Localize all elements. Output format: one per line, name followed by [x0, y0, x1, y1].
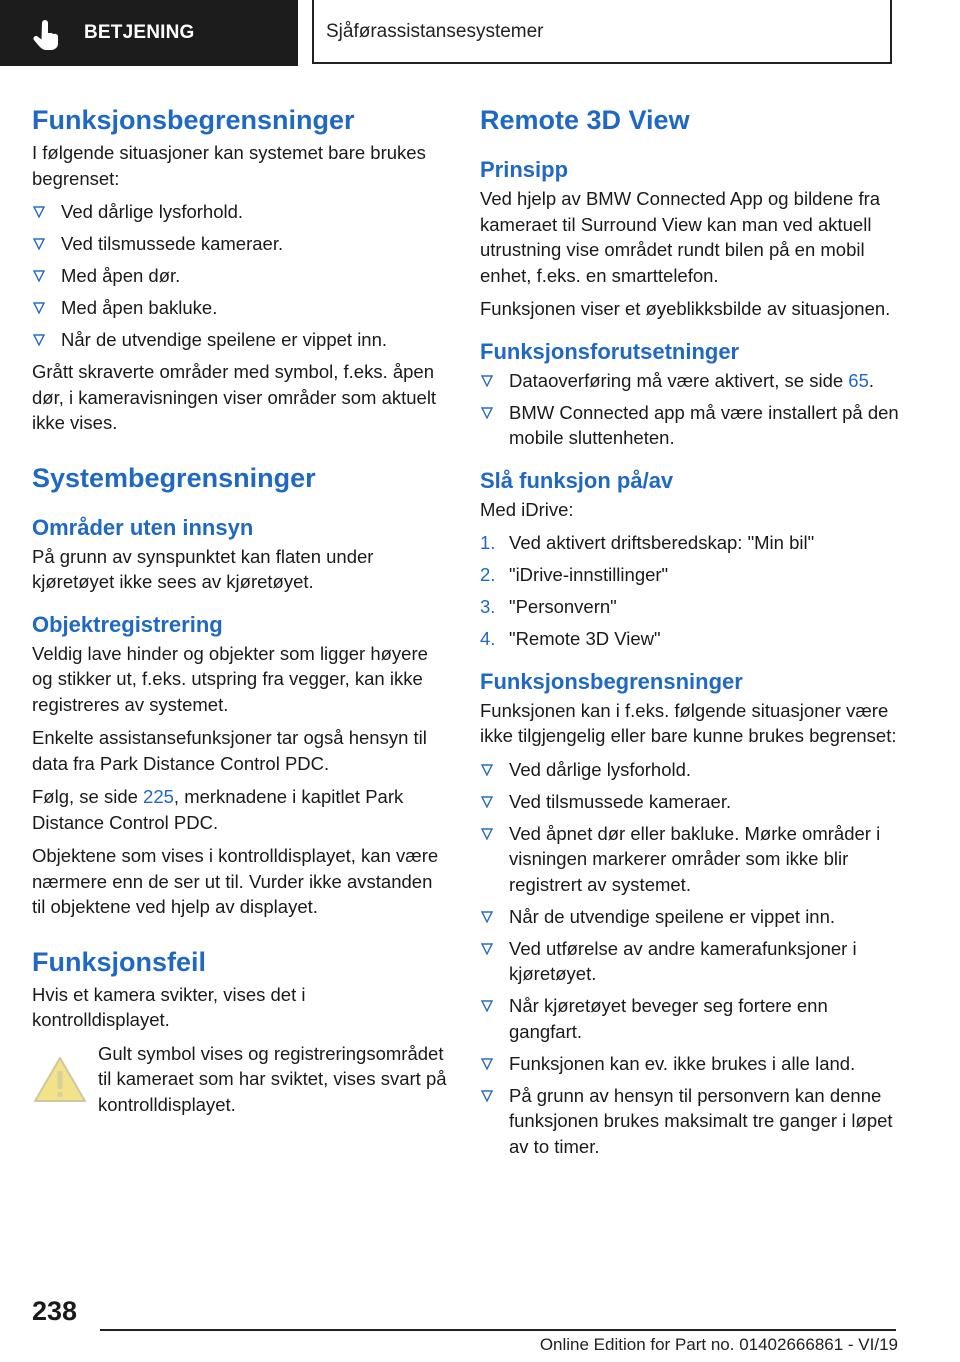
feil-text: Hvis et kamera svikter, vises det i kontrolldisplayet.	[32, 983, 306, 1030]
triangle-bullet-icon	[481, 1090, 493, 1102]
list-item: Dataoverføring må være aktivert, se side 65.	[480, 368, 900, 394]
list-item: Når de utvendige speilene er vippet inn.	[480, 904, 900, 930]
limitations-list	[32, 199, 448, 353]
sla-intro: Med iDrive:	[480, 498, 574, 520]
triangle-bullet-icon	[481, 407, 493, 419]
list-item: Ved tilsmussede kameraer.	[480, 789, 900, 815]
heading-funksjonsbegrensninger-remote: Funksjonsbegrensninger	[480, 668, 743, 694]
list-item: Med åpen dør.	[32, 263, 448, 289]
right-column	[480, 100, 900, 1166]
page-link-225[interactable]: 225	[143, 786, 174, 807]
objekt-paragraph-4: Objektene som vises i kontrolldisplayet, kan være nærmere enn de ser ut til. Vurder ikke avstanden til objektene ved hjelp av displayet.	[32, 845, 439, 917]
omrader-text: På grunn av synspunktet kan flaten under kjøretøyet ikke sees av kjøretøyet.	[32, 545, 374, 592]
objekt-paragraph-1: Veldig lave hinder og objekter som ligger høyere og stikker ut, f.eks. utspring fra vegger, kan ikke registreres av systemet.	[32, 642, 428, 715]
triangle-bullet-icon	[481, 764, 493, 776]
heading-sla-funksjon: Slå funksjon på/av	[480, 467, 674, 493]
page-link-65[interactable]: 65	[848, 369, 869, 391]
list-item: Ved utførelse av andre kamerafunksjoner i kjøretøyet.	[480, 936, 900, 987]
step-item: 3. "Personvern"	[480, 596, 617, 617]
heading-objektregistrering: Objektregistrering	[32, 611, 223, 637]
triangle-bullet-icon	[481, 911, 493, 923]
triangle-bullet-icon	[481, 943, 493, 955]
triangle-bullet-icon	[481, 828, 493, 840]
prinsipp-paragraph-1: Ved hjelp av BMW Connected App og bildene fra kameraet til Surround View kan man ved aktuell utrustning vise området rundt bilen på en mobil enhet, f.eks. en smarttelefon.	[480, 188, 881, 286]
list-item: Med åpen bakluke.	[32, 295, 448, 321]
prinsipp-paragraph-2: Funksjonen viser et øyeblikksbilde av situasjonen.	[480, 298, 891, 319]
list-item: På grunn av hensyn til personvern kan denne funksjonen brukes maksimalt tre ganger i løpet av to timer.	[480, 1083, 900, 1160]
triangle-bullet-icon	[33, 270, 45, 282]
heading-prinsipp: Prinsipp	[480, 157, 569, 182]
triangle-bullet-icon	[481, 1058, 493, 1070]
list-item: Når kjøretøyet beveger seg fortere enn gangfart.	[480, 993, 900, 1044]
step-item: 1. Ved aktivert driftsberedskap: "Min bil"	[480, 532, 815, 553]
begr-intro: Funksjonen kan i f.eks. følgende situasjoner være ikke tilgjengelig eller bare kunne brukes begrenset:	[480, 699, 897, 746]
list-item: BMW Connected app må være installert på den mobile sluttenheten.	[480, 400, 900, 451]
heading-funksjonsbegrensninger: Funksjonsbegrensninger	[32, 105, 355, 135]
grey-areas-text: Grått skraverte områder med symbol, f.eks. åpen dør, i kameravisningen viser områder som aktuelt ikke vises.	[32, 361, 437, 433]
page-number: 238	[32, 1296, 78, 1326]
chapter-title: Sjåførassistansesystemer	[326, 21, 544, 42]
objekt-paragraph-2: Enkelte assistansefunksjoner tar også hensyn til data fra Park Distance Control PDC.	[32, 727, 427, 774]
triangle-bullet-icon	[481, 796, 493, 808]
triangle-bullet-icon	[481, 1000, 493, 1012]
hand-touch-icon	[30, 19, 64, 51]
footer-divider	[100, 1329, 896, 1331]
heading-remote-3d-view: Remote 3D View	[480, 105, 690, 135]
steps-list	[480, 530, 900, 652]
triangle-bullet-icon	[33, 238, 45, 250]
heading-omrader-uten-innsyn: Områder uten innsyn	[32, 514, 254, 540]
heading-funksjonsforutsetninger: Funksjonsforutsetninger	[480, 338, 740, 364]
list-item: Når de utvendige speilene er vippet inn.	[32, 327, 448, 353]
warning-text: Gult symbol vises og registreringsområdet til kameraet som har sviktet, vises svart på kontrolldisplayet.	[98, 1042, 447, 1115]
list-item: Funksjonen kan ev. ikke brukes i alle land.	[480, 1051, 900, 1077]
edition-text: Online Edition for Part no. 01402666861 - VI/19	[539, 1335, 898, 1354]
requirements-list	[480, 368, 900, 451]
left-column	[32, 100, 448, 1125]
remote-limitations-list	[480, 757, 900, 1160]
heading-systembegrensninger: Systembegrensninger	[32, 462, 316, 493]
list-item: Ved tilsmussede kameraer.	[32, 231, 448, 257]
section-tab	[0, 0, 298, 66]
step-item: 2. "iDrive-innstillinger"	[480, 564, 669, 585]
heading-funksjonsfeil: Funksjonsfeil	[32, 946, 207, 977]
intro-text: I følgende situasjoner kan systemet bare brukes begrenset:	[32, 142, 426, 189]
list-item: Ved dårlige lysforhold.	[32, 199, 448, 225]
objekt-paragraph-3: Følg, se side 225, merknadene i kapitlet Park Distance Control PDC.	[32, 786, 404, 833]
chapter-box	[312, 0, 892, 64]
triangle-bullet-icon	[33, 334, 45, 346]
list-item: Ved åpnet dør eller bakluke. Mørke områder i visningen markerer områder som ikke blir registrert av systemet.	[480, 821, 900, 898]
triangle-bullet-icon	[33, 302, 45, 314]
list-item: Ved dårlige lysforhold.	[480, 757, 900, 783]
triangle-bullet-icon	[33, 206, 45, 218]
warning-triangle-icon	[32, 1055, 88, 1105]
warning-note	[32, 1041, 448, 1126]
page-header	[0, 0, 960, 66]
section-title: BETJENING	[84, 22, 195, 43]
triangle-bullet-icon	[481, 375, 493, 387]
step-item: 4. "Remote 3D View"	[480, 628, 661, 649]
